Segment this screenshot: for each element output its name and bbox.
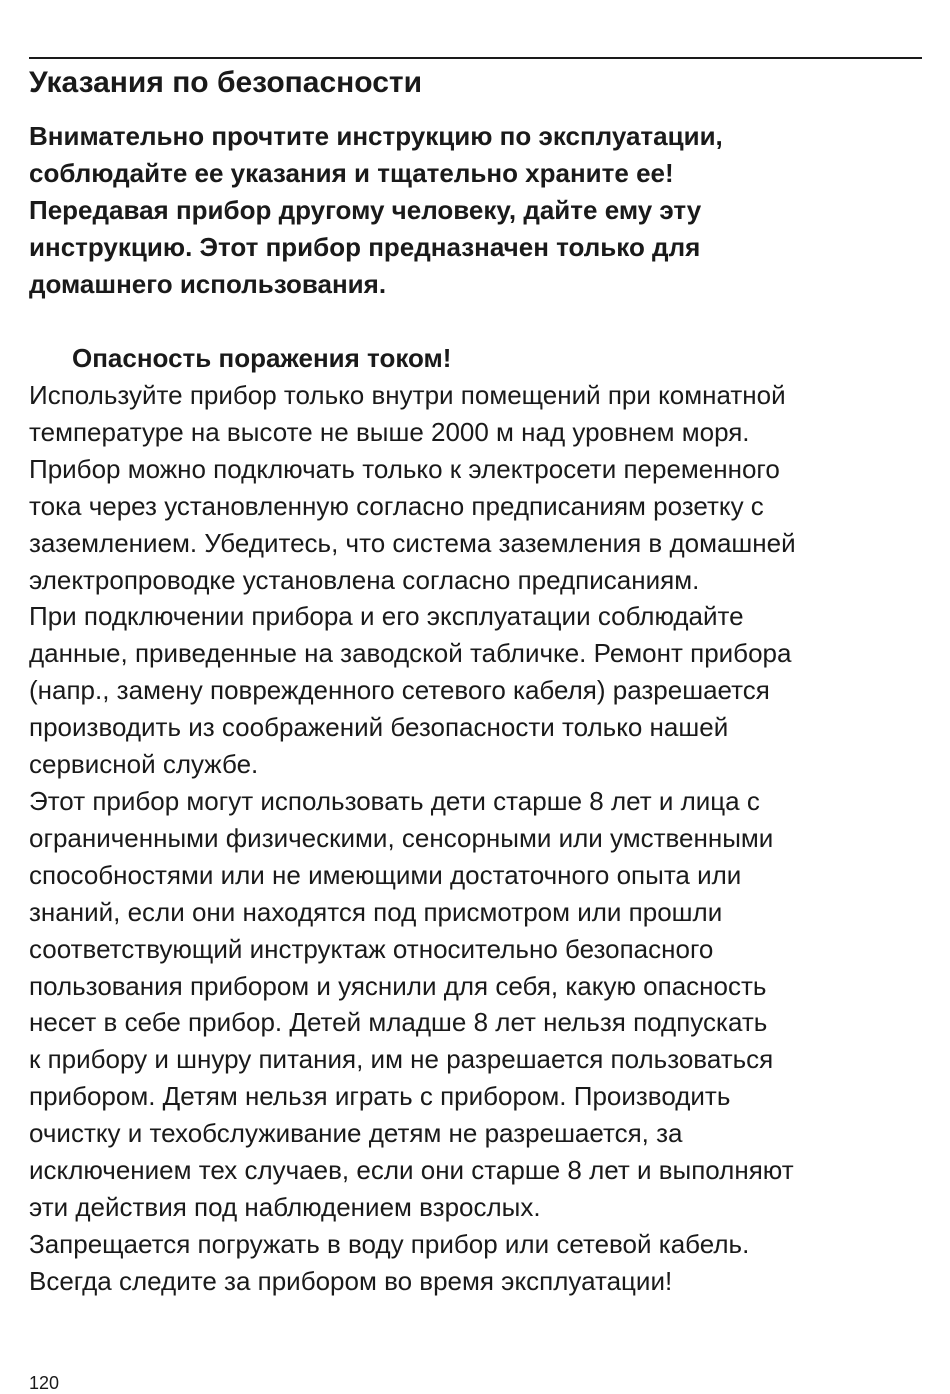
body-line: несет в себе прибор. Детей младше 8 лет нельзя подпускать: [29, 1007, 768, 1038]
intro-line: Передавая прибор другому человеку, дайте ему эту: [29, 195, 702, 225]
section-heading-electric-shock: Опасность поражения током!: [72, 343, 452, 373]
body-line: Используйте прибор только внутри помещений при комнатной: [29, 380, 786, 410]
body-line: производить из соображений безопасности только нашей: [29, 712, 729, 743]
body-line: температуре на высоте не выше 2000 м над уровнем моря.: [29, 416, 750, 447]
page-number: 120: [29, 1373, 60, 1393]
intro-paragraph: [29, 118, 723, 303]
body-line: ограниченными физическими, сенсорными или умственными: [29, 822, 774, 853]
intro-line: соблюдайте ее указания и тщательно храните ее!: [29, 158, 674, 188]
body-line: Прибор можно подключать только к электросети переменного: [29, 453, 780, 484]
body-line: Запрещается погружать в воду прибор или сетевой кабель.: [29, 1228, 750, 1259]
body-line: данные, приведенные на заводской табличке. Ремонт прибора: [29, 638, 792, 669]
body-line: очистку и техобслуживание детям не разрешается, за: [29, 1118, 683, 1149]
body-line: прибором. Детям нельзя играть с прибором. Производить: [29, 1081, 731, 1112]
body-line: (напр., замену поврежденного сетевого кабеля) разрешается: [29, 675, 770, 706]
body-line: соответствующий инструктаж относительно безопасного: [29, 933, 714, 964]
body-line: способностями или не имеющими достаточного опыта или: [29, 859, 742, 890]
intro-line: инструкцию. Этот прибор предназначен только для: [29, 232, 701, 262]
body-line: эти действия под наблюдением взрослых.: [29, 1191, 541, 1222]
page-title: Указания по безопасности: [29, 66, 423, 99]
body-line: Всегда следите за прибором во время эксплуатации!: [29, 1265, 673, 1296]
body-line: знаний, если они находятся под присмотром или прошли: [29, 896, 723, 927]
intro-line: домашнего использования.: [29, 269, 387, 299]
intro-line: Внимательно прочтите инструкцию по эксплуатации,: [29, 121, 723, 151]
body-line: сервисной службе.: [29, 749, 259, 780]
body-line: исключением тех случаев, если они старше 8 лет и выполняют: [29, 1155, 794, 1186]
body-line: электропроводке установлена согласно предписаниям.: [29, 564, 700, 595]
body-line: Этот прибор могут использовать дети старше 8 лет и лица с: [29, 785, 760, 816]
body-line: При подключении прибора и его эксплуатации соблюдайте: [29, 601, 744, 632]
body-line: заземлением. Убедитесь, что система заземления в домашней: [29, 527, 796, 558]
body-line: тока через установленную согласно предписаниям розетку с: [29, 490, 764, 521]
safety-body-text: [29, 377, 796, 1300]
top-rule: [29, 57, 922, 59]
body-line: пользования прибором и уяснили для себя, какую опасность: [29, 970, 767, 1001]
body-line: к прибору и шнуру питания, им не разрешается пользоваться: [29, 1044, 774, 1075]
